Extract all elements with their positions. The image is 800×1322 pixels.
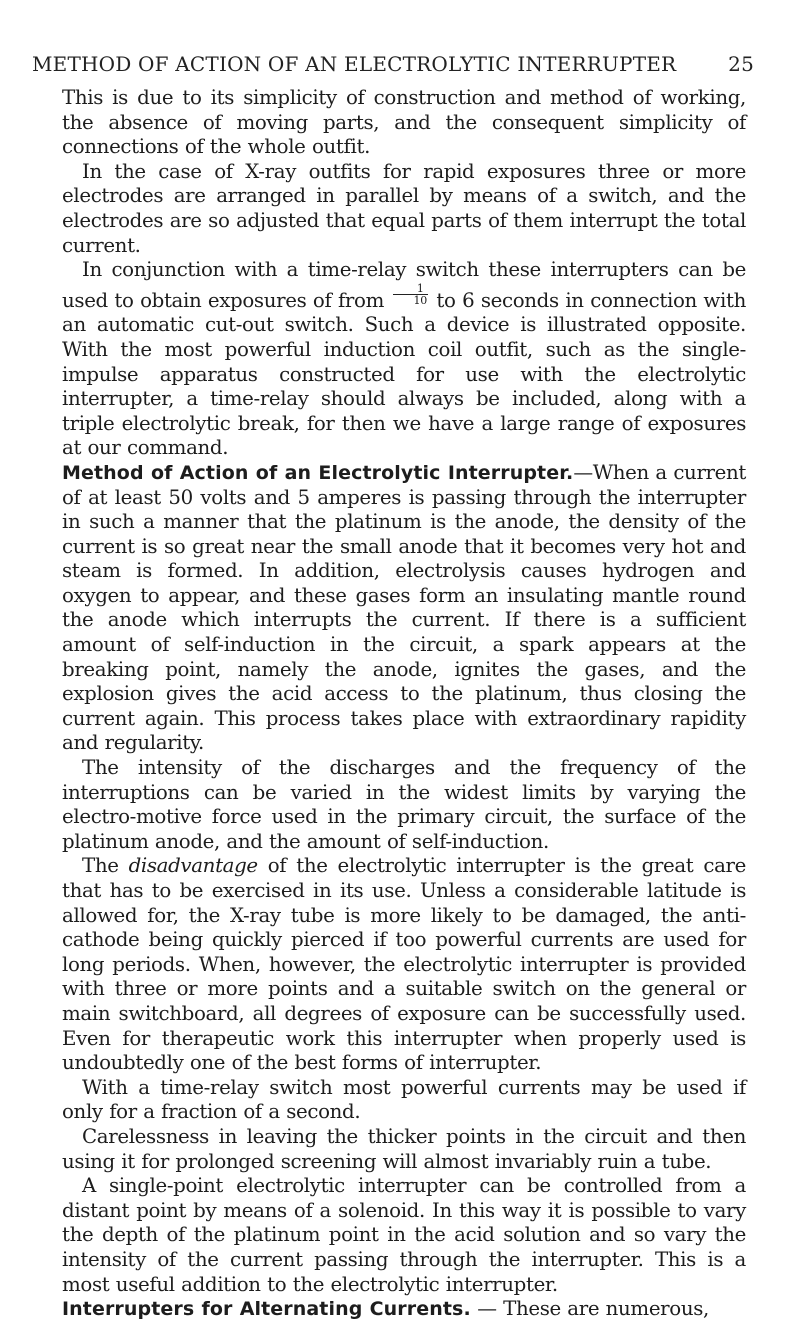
fraction-numerator: 1: [393, 283, 428, 295]
paragraph: Carelessness in leaving the thicker points in the circuit and then using it for prolonged screening will almost invariably ruin a tube.: [62, 1124, 746, 1173]
running-head-title: METHOD OF ACTION OF AN ELECTROLYTIC INTERRUPTER: [32, 52, 677, 76]
section-heading: Interrupters for Alternating Currents.: [62, 1298, 471, 1321]
paragraph: A single-point electrolytic interrupter can be controlled from a distant point by means of a solenoid. In this way it is possible to vary the depth of the platinum point in the acid solution and so vary the intensity of the current passing through the interrupter. This is a most useful addition to the electrolytic interrupter.: [62, 1174, 746, 1296]
paragraph-text: — These are numerous,: [477, 1297, 709, 1321]
paragraph: [62, 258, 746, 461]
paragraph: In the case of X-ray outfits for rapid exposures three or more electrodes are arranged in parallel by means of a switch, and the electrodes are so adjusted that equal parts of them interrupt the total current.: [62, 159, 746, 257]
section-heading: Method of Action of an Electrolytic Interrupter.: [62, 461, 574, 484]
paragraph: [62, 854, 746, 1075]
paragraph-text: The: [82, 854, 119, 878]
page-number: 25: [728, 52, 754, 76]
running-head: [32, 0, 754, 76]
fraction-denominator: 10: [413, 293, 427, 307]
paragraph: [62, 461, 746, 756]
paragraph-text: In conjunction with a time-relay switch these interrupters can be used to obtain exposures of from: [62, 258, 746, 312]
paragraph-text: —When a current of at least 50 volts and 5 amperes is passing through the interrupter in such a manner that the platinum is the anode, the density of the current is so great near the small anode that it becomes very hot and steam is formed. In addition, electrolysis causes hydrogen and oxygen to appear, and these gases form an insulating mantle round the anode which interrupts the current. If there is a sufficient amount of self-induction in the circuit, a spark appears at the breaking point, namely the anode, ignites the gases, and the explosion gives the acid access to the platinum, thus closing the current again. This process takes place with extraordinary rapidity and regularity.: [62, 460, 747, 755]
paragraph: The intensity of the discharges and the frequency of the interruptions can be varied in the widest limits by varying the electro-motive force used in the primary circuit, the surface of the platinum anode, and the amount of self-induction.: [62, 756, 746, 853]
paragraph: This is due to its simplicity of construction and method of working, the absence of moving parts, and the consequent simplicity of connections of the whole outfit.: [62, 86, 746, 159]
body-text: [62, 86, 746, 1322]
fraction: [393, 283, 428, 306]
paragraph-text: to 6 seconds in connection with an automatic cut-out switch. Such a device is illustrated opposite. With the most powerful induction coil outfit, such as the single-impulse apparatus constructed for use with the electrolytic interrupter, a time-relay should always be included, along with a triple electrolytic break, for then we have a large range of exposures at our command.: [62, 288, 746, 460]
paragraph-text: of the electrolytic interrupter is the great care that has to be exercised in its use. Unless a considerable latitude is allowed for, the X-ray tube is more likely to be damaged, the anti-cathode being quickly pierced if too powerful currents are used for long periods. When, however, the electrolytic interrupter is provided with three or more points and a suitable switch on the general or main switchboard, all degrees of exposure can be successfully used. Even for therapeutic work this interrupter when properly used is undoubtedly one of the best forms of interrupter.: [62, 854, 746, 1075]
paragraph: With a time-relay switch most powerful currents may be used if only for a fraction of a second.: [62, 1075, 746, 1124]
emphasized-text: disadvantage: [128, 854, 258, 878]
